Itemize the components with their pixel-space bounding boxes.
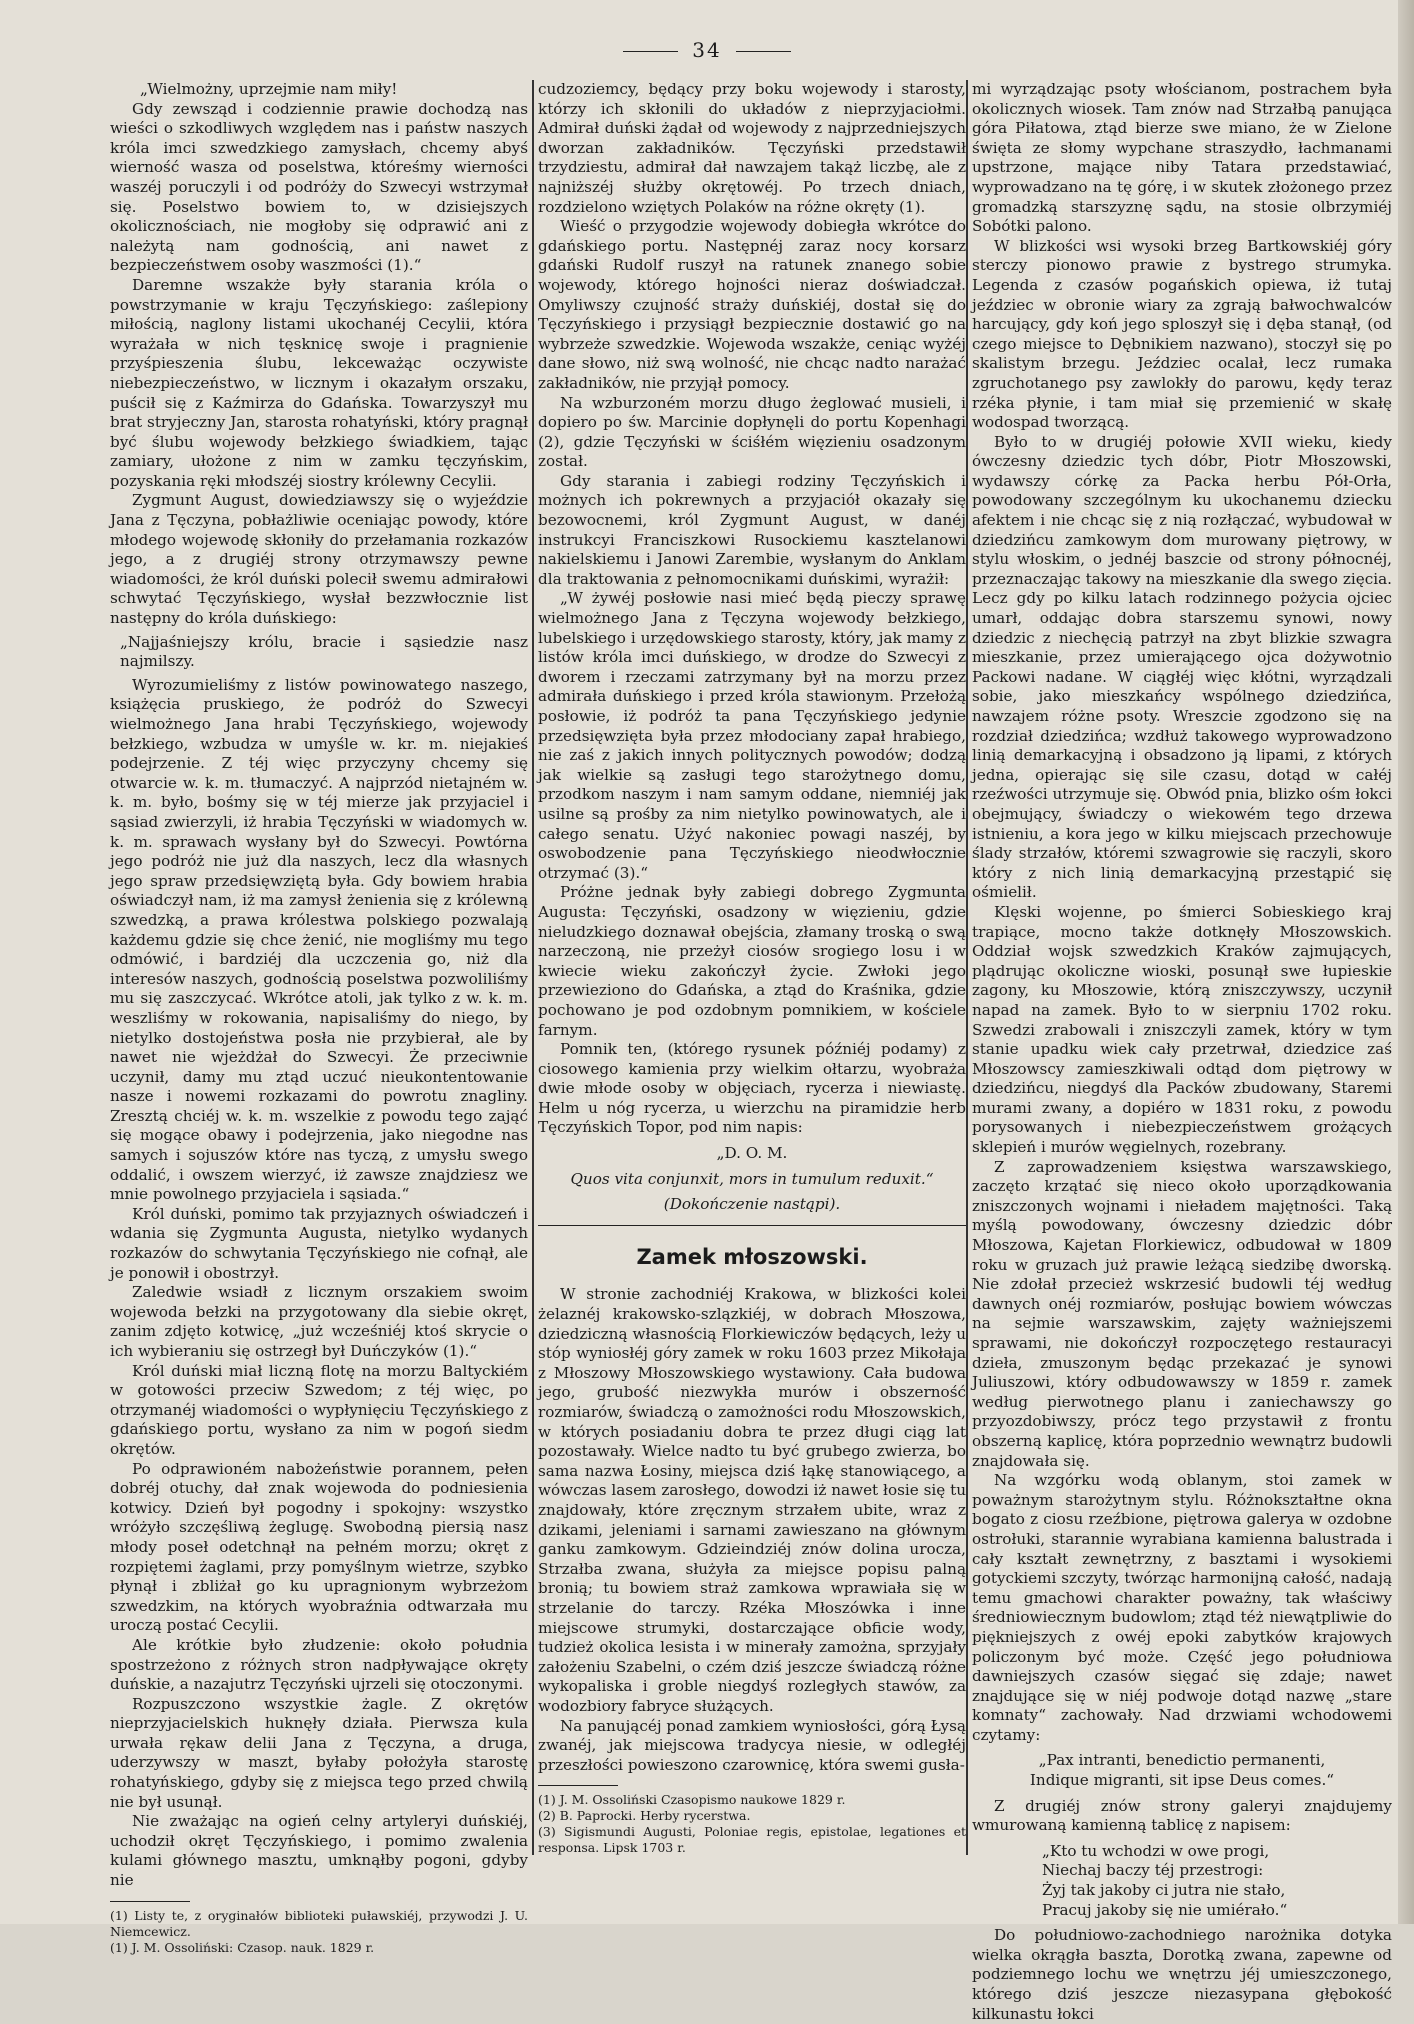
paragraph: Próżne jednak były zabiegi dobrego Zygmunta Augusta: Tęczyński, osadzony w więzieniu, gdzie nieludzkiego doznawał obejścia, złamany troską o swą narzeczoną, nie przeżył ciosów srogiego losu i w kwiecie wieku zakończył życie. Zwłoki jego przewieziono do Gdańska, a ztąd do Kraśnika, gdzie pochowano je pod ozdobnym pomnikiem, w kościele farnym. [538, 883, 966, 1039]
paragraph: Wieść o przygodzie wojewody dobiegła wkrótce do gdańskiego portu. Następnéj zaraz nocy korsarz gdański Rudolf ruszył na ratunek znanego sobie wojewody, którego hojności nieraz doświadczał. Omyliwszy czujność straży duńskiéj, dostał się do Tęczyńskiego i przysiągł bezpiecznie dostawić go na wybrzeże szwedzkie. Wojewoda wszakże, ceniąc wyżéj dane słowo, niż swą wolność, nie chcąc nadto narażać zakładników, nie przyjął pomocy. [538, 217, 966, 392]
paragraph: Król duński miał liczną flotę na morzu Baltyckiém w gotowości przeciw Szwedom; z téj więc, po otrzymanéj wiadomości o wypłynięciu Tęczyńskiego z gdańskiego portu, wysłano za nim w pogoń siedm okrętów. [110, 1361, 528, 1458]
paragraph: Klęski wojenne, po śmierci Sobieskiego kraj trapiące, mocno także dotknęły Młoszowskich. Oddział wojsk szwedzkich Kraków zajmujących, plądrując okoliczne wioski, posunął swe łupieskie zagony, ku Młoszowie, którą zniszczywszy, uczynił napad na zamek. Było to w sierpniu 1702 roku. Szwedzi zrabowali i zniszczyli zamek, który w tym stanie upadku wiek cały przetrwał, dziedzice zaś Młoszowscy zamieszkiwali odtąd dom piętrowy w dziedzińcu, niegdyś dla Packów zbudowany, Staremi murami zwany, a dopiéro w 1831 roku, z powodu porysowanych i niebezpieczeństwem grożących sklepień i murów węgielnych, rozebrany. [972, 902, 1392, 1157]
column-2 [538, 80, 966, 1870]
footnote: (1) J. M. Ossoliński: Czasop. nauk. 1829 r. [110, 1939, 375, 1955]
paragraph: Na panującéj ponad zamkiem wyniosłości, górą Łysą zwanéj, jak miejscowa tradycya niesie, w odległéj przeszłości powieszono czarownicę, która swemi gusła- [538, 1716, 966, 1774]
paragraph: Nie zważając na ogień celny artyleryi duńskiéj, uchodził okręt Tęczyńskiego, i pomimo zwalenia kulami głównego masztu, umknąłby pogoni, gdyby nie [110, 1812, 528, 1890]
page-edge [1398, 0, 1414, 1924]
paragraph: Rozpuszczono wszystkie żagle. Z okrętów nieprzyjacielskich huknęły działa. Pierwsza kula urwała rękaw delii Jana z Tęczyna, a druga, uderzywszy w maszt, byłaby położyła starostę rohatyńskiego, gdyby się z miejsca tego przed chwilą nie był usunął. [110, 1694, 528, 1811]
paragraph: „Wielmożny, uprzejmie nam miły! [140, 80, 398, 98]
continuation-note: (Dokończenie nastąpi). [663, 1195, 841, 1214]
paragraph: „W żywéj posłowie nasi mieć będą pieczy sprawę wielmożnego Jana z Tęczyna wojewody bełzkiego, lubelskiego i urzędowskiego starosty, który, jak mamy z listów króla imci duńskiego, w drodze do Szwecyi z dworem i rzeczami zatrzymany był na morzu przez admirała duńskiego i przed króla stawionym. Przełożą posłowie, iż podróż ta pana Tęczyńskiego jedynie przedsięwzięta była przez młodociany zapał hrabiego, nie zaś z jakich innych politycznych powodów; dodzą jak wielkie są zasługi tego starożytnego domu, przodkom naszym i nam samym oddane, niemniéj jak usilne są prośby za nim nietylko powinowatych, ale i całego senatu. Użyć nakoniec powagi naszéj, by oswobodzenie pana Tęczyńskiego nieodwłocznie otrzymać (3).“ [538, 589, 966, 882]
paragraph: Z zaprowadzeniem księstwa warszawskiego, zaczęto krzątać się nieco około uporządkowania zniszczonych wojnami i nieładem majętności. Taką myślą powodowany, ówczesny dziedzic dóbr Młoszowa, Kajetan Florkiewicz, odbudował w 1809 roku w gruzach już prawie leżącą siedzibę dworską. Nie zdołał przecież wskrzesić budowli téj według dawnych onéj rozmiarów, posłując bowiem wówczas na sejmie warszawskim, zajęty ważniejszemi sprawami, nie dokończył rozpoczętego restauracyi dzieła, zmuszonym będąc przekazać je synowi Juliuszowi, który odbudowawszy w 1859 r. zamek według pierwotnego planu i zaniechawszy go przyozdobiwszy, prócz tego przystawił z frontu obszerną kaplicę, która poprzednio wewnątrz budowli znajdowała się. [972, 1157, 1392, 1470]
footnote: (1) J. M. Ossoliński Czasopismo naukowe 1829 r. [538, 1792, 846, 1808]
page-number: 34 [0, 38, 1414, 62]
paragraph: W blizkości wsi wysoki brzeg Bartkowskiéj góry sterczy pionowo prawie z bystrego strumyka. Legenda z czasów pogańskich opiewa, iż tutaj jeździec w obronie wiary za zgrają bałwochwalców harcujący, gdy koń jego sploszył się i dęba stanął, (od czego miejsce to Dębnikiem nazwano), stoczył się po skalistym brzegu. Jeździec ocalał, lecz rumaka zgruchotanego psy zawlokły do parowu, kędy teraz rzéka płynie, i tam miał się przemienić w skałę wodospad tworzącą. [972, 236, 1392, 432]
footnote: (1) Listy te, z oryginałów biblioteki puławskiéj, przywodzi J. U. Niemcewicz. [110, 1907, 528, 1939]
paragraph: „Najjaśniejszy królu, bracie i sąsiedzie nasz najmilszy. [120, 632, 528, 671]
paragraph: Pomnik ten, (którego rysunek późniéj podamy) z ciosowego kamienia przy wielkim ołtarzu, wyobraża dwie młode osoby w objęciach, rycerza i niewiastę. Helm u nóg rycerza, u wierzchu na piramidzie herb Tęczyńskich Topor, pod nim napis: [538, 1040, 966, 1137]
latin-inscription: Indique migranti, sit ipse Deus comes.“ [1029, 1771, 1335, 1790]
poem-line: Żyj tak jakoby ci jutra nie stało, [1042, 1881, 1286, 1900]
paragraph: W stronie zachodniéj Krakowa, w blizkości kolei żelaznéj krakowsko-szlązkiéj, w dobrach Młoszowa, dziedziczną własnością Florkiewiczów będących, leży u stóp wyniosłéj góry zamek w roku 1603 przez Mikołaja z Młoszowy Młoszowskiego wystawiony. Cała budowa jego, grubość niezwykła murów i obszerność rozmiarów, świadczą o zamożności rodu Młoszowskich, w których posiadaniu dobra te przez długi ciąg lat pozostawały. Wielce nadto tu być grubego zwierza, bo sama nazwa Łosiny, miejsca dziś łąkę stanowiącego, a wówczas lasem zarosłego, dowodzi iż nawet łosie się tu znajdowały, które zręcznym strzałem ubite, wraz z dzikami, jeleniami i sarnami zawieszano na głównym ganku zamkowym. Gdzieindziéj znów dolina urocza, Strzałba zwana, służyła za miejsce popisu palną bronią; tu bowiem straż zamkowa wprawiała się w strzelanie do tarczy. Rzéka Młoszówka i inne miejscowe strumyki, dostarczające obficie wody, tudzież okolica lesista i w minerały zamożna, sprzyjały założeniu Szabelni, o czém dziś jeszcze świadczą różne wykopaliska i groble niegdyś rozległych stawów, za wodozbiory fabryce służących. [538, 1285, 966, 1715]
paragraph: Z drugiéj znów strony galeryi znajdujemy wmurowaną kamienną tablicę z napisem: [972, 1796, 1392, 1835]
paragraph: Gdy zewsząd i codziennie prawie dochodzą nas wieści o szkodliwych względem nas i państw naszych króla imci szwedzkiego zamysłach, chcemy abyś wierność wasza od poselstwa, któreśmy wierności waszéj poruczyli i od podróży do Szwecyi wstrzymał się. Poselstwo bowiem to, w dzisiejszych okolicznościach, nie mogłoby się odprawić ani z należytą nam godnością, ani nawet z bezpieczeństwem osoby waszmości (1).“ [110, 99, 528, 275]
inscription-line: Quos vita conjunxit, mors in tumulum reduxit.“ [570, 1169, 934, 1188]
paragraph: Po odprawioném nabożeństwie porannem, pełen dobréj otuchy, dał znak wojewoda do podniesienia kotwicy. Dzień był pogodny i spokojny: wszystko wróżyło szczęśliwą żeglugę. Swobodną piersią nasz młody poseł odetchnął na pełném morzu; okręt z rozpiętemi żaglami, przy pomyślnym wietrze, szybko płynął i zbliżał go ku upragnionym wybrzeżom szwedzkim, na których wyobraźnia odtwarzała mu uroczą postać Cecylii. [110, 1459, 528, 1635]
paragraph: Było to w drugiéj połowie XVII wieku, kiedy ówczesny dziedzic tych dóbr, Piotr Młoszowski, wydawszy córkę za Packa herbu Pół-Orła, powodowany szczególnym ku ukochanemu dziecku afektem i nie chcąc się z nią rozłączać, wybudował w dziedzińcu zamkowym dom murowany piętrowy, w stylu włoskim, o jednéj baszcie od strony północnéj, przeznaczając takowy na mieszkanie dla swego zięcia. Lecz gdy po kilku latach rodzinnego pożycia ojciec umarł, oddając dobra starszemu synowi, nowy dziedzic z niechęcią patrzył na zbyt blizkie szwagra mieszkanie, przez umierającego ojca dożywotnio Packowi nadane. W ciągłéj więc kłótni, wyrządzali sobie, jako mieszkańcy wspólnego dziedzińca, nawzajem różne psoty. Wreszcie zgodzono się na rozdział dziedzińca; wzdłuż takowego wyprowadzono linią demarkacyjną i obsadzono ją lipami, z których jedna, opierając się sile czasu, dotąd w całéj rzeźwości utrzymuje się. Obwód pnia, blizko ośm łokci obejmujący, świadczy o wiekowém tego drzewa istnieniu, a kora jego w kilku miejscach przechowuje ślady strzałów, któremi szwagrowie się raczyli, skoro który z nich linią demarkacyjną przestąpić się ośmielił. [972, 432, 1392, 902]
inscription-line: „D. O. M. [716, 1144, 788, 1163]
paragraph: Zygmunt August, dowiedziawszy się o wyjeździe Jana z Tęczyna, pobłażliwie oceniając powody, które młodego wojewodę skłoniły do przełamania rozkazów jego, a z drugiéj strony otrzymawszy pewne wiadomości, że król duński polecił swemu admirałowi schwytać Tęczyńskiego, wysłał bezzwłocznie list następny do króla duńskiego: [110, 491, 528, 628]
paragraph: Wyrozumieliśmy z listów powinowatego naszego, książęcia pruskiego, że podróż do Szwecyi wielmożnego Jana hrabi Tęczyńskiego, wojewody bełzkiego, wzbudza w umyśle w. kr. m. niejakieś podejrzenie. Z téj więc przyczyny chcemy się otwarcie w. k. m. tłumaczyć. A najprzód nietajném w. k. m. było, bośmy się w téj mierze jak przyjaciel i sąsiad zwierzyli, iż hrabia Tęczyński w wiadomych w. k. m. sprawach wysłany był do Szwecyi. Powtórna jego podróż nie już dla naszych, lecz dla własnych jego spraw przedsięwziętą była. Gdy bowiem hrabia oświadczył nam, iż ma zamysł żenienia się z królewną szwedzką, a prawa królestwa polskiego pozwalają każdemu gdzie się chce żenić, nie mogliśmy mu tego odmówić, i bardziéj dla uczczenia go, niż dla interesów naszych, godnością poselstwa pozwoliliśmy mu się zaszczycać. Wkrótce atoli, jak tylko z w. k. m. weszliśmy w rokowania, napisaliśmy do niego, by nietylko dostojeństwa posła nie przybierał, ale by nawet nie wjeżdżał do Szwecyi. Że przeciwnie uczynił, damy mu ztąd uczuć nieukontentowanie nasze i nowemi rozkazami do powrotu znagliny. Zresztą chciéj w. k. m. wszelkie z powodu tego zająć się mogące obawy i podejrzenia, jako niegodne nas samych i sojuszów które nas tyczą, z umysłu swego oddalić, i owszem wierzyć, iż zawsze znajdziesz we mnie powolnego przyjaciela i sąsiada.“ [110, 675, 528, 1204]
footnote: (3) Sigismundi Augusti, Poloniae regis, epistolae, legationes et responsa. Lipsk 1703 r. [538, 1824, 966, 1856]
poem-line: Pracuj jakoby się nie umiérało.“ [1042, 1900, 1288, 1919]
paragraph: Do południowo-zachodniego narożnika dotyka wielka okrągła baszta, Dorotką zwana, zapewne od podziemnego lochu we wnętrzu jéj umieszczonego, którego dziś jeszcze niezasypana głębokość kilkunastu łokci [972, 1926, 1392, 2023]
column-rule [966, 80, 968, 1855]
article-title: Zamek młoszowski. [636, 1244, 868, 1269]
footnote-rule [538, 1785, 618, 1786]
paragraph: Król duński, pomimo tak przyjaznych oświadczeń i wdania się Zygmunta Augusta, nietylko wydanych rozkazów do schwytania Tęczyńskiego nie cofnął, ale je ponowił i obostrzył. [110, 1204, 528, 1282]
footnote: (2) B. Paprocki. Herby rycerstwa. [538, 1808, 751, 1824]
footnote-rule [110, 1901, 190, 1902]
paragraph: mi wyrządzając psoty włościanom, postrachem była okolicznych wiosek. Tam znów nad Strzałbą panująca góra Piłatowa, ztąd bierze swe miano, że w Zielone święta ze słomy wypchane straszydło, łachmanami upstrzone, mające niby Tatara przedstawiać, wyprowadzano na tę górę, i w skutek złożonego przez gromadzką starszyznę sądu, na stosie olbrzymiéj Sobótki palono. [972, 80, 1392, 236]
poem-line: „Kto tu wchodzi w owe progi, [1042, 1841, 1270, 1860]
paragraph: cudzoziemcy, będący przy boku wojewody i starosty, którzy ich skłonili do układów z nieprzyjaciołmi. Admirał duński żądał od wojewody z najprzedniejszych dworzan zakładników. Tęczyński przedstawił trzydziestu, admirał dał nawzajem takąż liczbę, ale z najniższéj służby okrętowéj. Po trzech dniach, rozdzielono wziętych Polaków na różne okręty (1). [538, 80, 966, 216]
paragraph: Ale krótkie było złudzenie: około południa spostrzeżono z różnych stron nadpływające okręty duńskie, a nazajutrz Tęczyński ujrzeli się otoczonymi. [110, 1635, 528, 1694]
poem-line: Niechaj baczy téj przestrogi: [1042, 1861, 1264, 1880]
column-3 [972, 80, 1392, 2023]
paragraph: Na wzgórku wodą oblanym, stoi zamek w poważnym starożytnym stylu. Różnokształtne okna bogato z ciosu rzeźbione, piętrowa galerya w ozdobne ostrołuki, starannie wyrabiana kamienna balustrada i cały kształt zewnętrzny, z basztami i wysokiemi gotyckiemi szczyty, twórząc harmonijną całość, nadają temu gmachowi charakter poważny, tak właściwy średniowiecznym budowlom; ztąd téż niewątpliwie do piękniejszych z owéj epoki zabytków krajowych policzonym być może. Część jego południowa dawniejszych czasów sięgać się zdaje; nawet znajdujące się w niéj podwoje dotąd nazwę „stare komnaty“ zachowały. Nad drzwiami wchodowemi czytamy: [972, 1471, 1392, 1744]
latin-inscription: „Pax intranti, benedictio permanenti, [1038, 1751, 1326, 1770]
column-rule [532, 80, 534, 1855]
paragraph: Daremne wszakże były starania króla o powstrzymanie w kraju Tęczyńskiego: zaślepiony miłością, naglony listami ukochanéj Cecylii, która wyrażała w nich tęsknicę swoje i pragnienie przyśpieszenia ślubu, lekceważąc oczywiste niebezpieczeństwo, w licznym i okazałym orszaku, puścił się z Kaźmirza do Gdańska. Towarzyszył mu brat stryjeczny Jan, starosta rohatyński, który pragnął być ślubu wojewody bełzkiego świadkiem, tając zamiary, ułożone z nim w zamku tęczyńskim, pozyskania ręki młodszéj siostry królewny Cecylii. [110, 275, 528, 490]
column-1 [110, 80, 528, 1955]
paragraph: Na wzburzoném morzu długo żeglować musieli, i dopiero po św. Marcinie dopłynęli do portu Kopenhagi (2), gdzie Tęczyński w ściśłém więzieniu osadzonym został. [538, 393, 966, 471]
paragraph: Gdy starania i zabiegi rodziny Tęczyńskich i możnych ich pokrewnych a przyjaciół okazały się bezowocnemi, król Zygmunt August, w danéj instrukcyi Franciszkowi Rusockiemu kasztelanowi nakielskiemu i Janowi Zarembie, wysłanym do Anklam dla traktowania z pełnomocnikami duńskimi, wyrażił: [538, 471, 966, 588]
paragraph: Zaledwie wsiadł z licznym orszakiem swoim wojewoda bełzki na przygotowany dla siebie okręt, zanim zdjęto kotwicę, „już wcześniéj ktoś skrycie o ich wybieraniu się ostrzegł był Duńczyków (1).“ [110, 1283, 528, 1360]
section-divider [538, 1225, 966, 1226]
